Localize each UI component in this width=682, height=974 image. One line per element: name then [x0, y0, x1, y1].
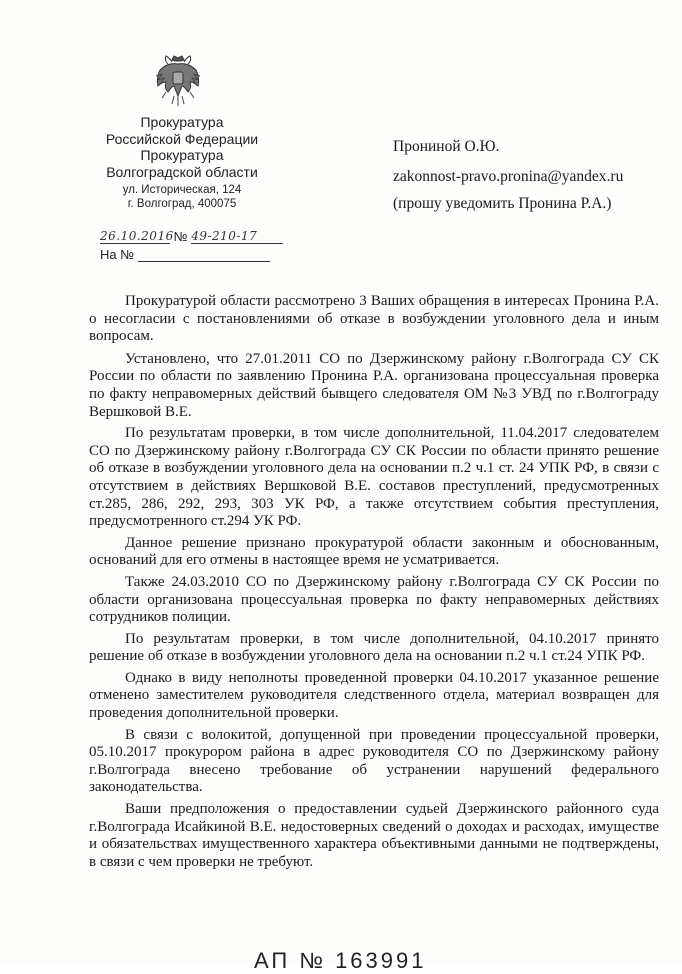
letter-date: 26.10.2016 — [100, 229, 174, 243]
sender-block — [96, 114, 268, 180]
paragraph-1: Прокуратурой области рассмотрено 3 Ваших обращения в интересах Пронина Р.А. о несогласии с постановлениями об отказе в возбуждении уголовного дела и иным вопросам. — [89, 293, 659, 345]
paragraph-2: Установлено, что 27.01.2011 СО по Дзержинскому району г.Волгограда СУ СК России по области по заявлению Пронина Р.А. организована процессуальная проверка по факту неправомерных действий бывщего следователя ОМ №3 УВД по г.Волгограду Вершковой В.Е. — [89, 350, 659, 420]
paragraph-9: Ваши предположения о предоставлении судьей Дзержинского районного суда г.Волгограда Исайкиной В.Е. недостоверных сведений о доходах и расходах, имуществе и обязательствах имущественного характера объективными данными не подтверждены, в связи с чем проверки не требуют. — [89, 801, 659, 870]
sender-line-1: Прокуратура — [140, 114, 224, 130]
reply-label: На № — [100, 247, 135, 262]
paragraph-3: По результатам проверки, в том числе дополнительной, 11.04.2017 следователем СО по Дзержинскому району г.Волгограда СУ СК России по области принято решение об отказе в возбуждении уголовного дела на основании п.2 ч.1 ст. 24 УПК РФ, в связи с отсутствием в действиях Вершковой В.Е. составов преступлений, предусмотренных ст.285, 286, 292, 293, 303 УК РФ, а также отсутствием события преступления, предусмотренного ст.294 УК РФ. — [89, 425, 659, 530]
form-serial-number: АП № 163991 — [254, 948, 427, 973]
recipient-note: (прошу уведомить Пронина Р.А.) — [393, 195, 612, 212]
sender-city: г. Волгоград, 400075 — [127, 197, 237, 210]
paragraph-6: По результатам проверки, в том числе дополнительной, 04.10.2017 принято решение об отказе в возбуждении уголовного дела на основании п.2 ч.1 ст.24 УПК РФ. — [89, 630, 659, 665]
incoming-reference — [100, 247, 270, 262]
number-label: № — [173, 229, 188, 244]
letter-number: 49-210-17 — [191, 229, 258, 243]
paragraph-8: В связи с волокитой, допущенной при проведении процессуальной проверки, 05.10.2017 прокурором района в адрес руководителя СО по Дзержинскому району г.Волгограда внесено требование об устранении нарушений федерального законодательства. — [89, 726, 659, 796]
sender-street: ул. Историческая, 124 — [122, 184, 242, 196]
paragraph-7: Однако в виду неполноты проведенной проверки 04.10.2017 указанное решение отменено заместителем руководителя следственного отдела, материал возвращен для проведения дополнительной проверки. — [89, 669, 659, 722]
paragraph-5: Также 24.03.2010 СО по Дзержинскому району г.Волгограда СУ СК России по области организована процессуальная проверка по факту неправомерных действиях сотрудников полиции. — [89, 573, 659, 626]
sender-address — [96, 184, 268, 211]
sender-line-4: Волгоградской области — [106, 163, 258, 180]
sender-line-2: Российской Федерации — [105, 130, 259, 147]
paragraph-4: Данное решение признано прокуратурой области законным и обоснованным, оснований для его отмены в настоящее время не усматривается. — [89, 534, 659, 569]
recipient-email: zakonnost-pravo.pronina@yandex.ru — [393, 168, 624, 185]
sender-line-3: Прокуратура — [140, 147, 224, 163]
outgoing-reference — [100, 228, 283, 244]
double-headed-eagle-emblem — [150, 52, 206, 108]
letter-body — [89, 293, 659, 871]
recipient-name: Прониной О.Ю. — [393, 138, 500, 155]
